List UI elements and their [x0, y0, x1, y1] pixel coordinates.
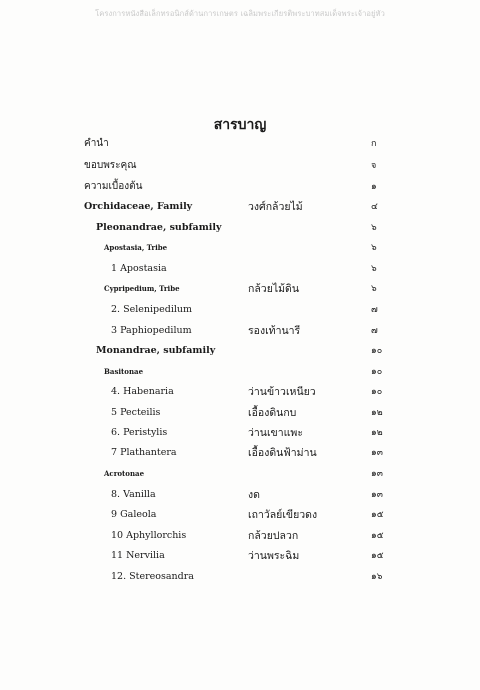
- toc-entry-page: ๗: [371, 326, 378, 336]
- toc-entry-thai: ว่านพระฉิม: [248, 550, 300, 562]
- toc-entry-thai: รองเท้านารี: [248, 325, 301, 337]
- toc-entry-page: ๑๒: [371, 428, 383, 438]
- toc-entry-label: คำนำ: [84, 138, 109, 149]
- toc-entry-label: Acrotonae: [104, 469, 145, 478]
- toc-entry-label: 1 Apostasia: [111, 263, 167, 274]
- toc-entry-page: ๔: [371, 202, 378, 212]
- toc-entry-label: 8. Vanilla: [111, 489, 156, 500]
- toc-entry-page: ๖: [371, 243, 377, 253]
- watermark-text: โครงการหนังสือเล็กทรอนิกส์ด้านการเกษตร เฉลิมพระเกียรติพระบาทสมเด็จพระเจ้าอยู่หัว: [95, 9, 385, 18]
- toc-entry-page: ๖: [371, 264, 377, 274]
- toc-entry-page: ๑๐: [371, 367, 383, 377]
- toc-entry-thai: วงศ์กล้วยไม้: [248, 201, 303, 213]
- toc-entry-page: ๑๓: [371, 469, 383, 479]
- toc-entry-page: ๑๕: [371, 551, 384, 561]
- toc-entry-label: Basitonae: [104, 367, 144, 376]
- toc-entry-page: ๑๖: [371, 572, 383, 582]
- toc-entry-page: ๑๓: [371, 448, 383, 458]
- toc-entry-thai: เอื้องดินฟ้าม่าน: [248, 447, 317, 459]
- toc-entry-page: ๗: [371, 305, 378, 315]
- toc-entry-thai: เอื้องดินกบ: [248, 407, 297, 419]
- toc-entry-page: ๑๐: [371, 346, 383, 356]
- toc-entry-label: 10 Aphyllorchis: [111, 530, 187, 541]
- toc-entry-page: ๑: [371, 182, 377, 192]
- toc-entry-thai: ว่านเขาแพะ: [248, 427, 303, 439]
- toc-entry-thai: กล้วยปลวก: [248, 530, 299, 542]
- toc-entry-thai: ว่านข้าวเหนียว: [248, 386, 316, 398]
- toc-entry-label: Pleonandrae, subfamily: [96, 222, 222, 233]
- toc-entry-page: จ: [371, 161, 377, 171]
- toc-entry-label: 4. Habenaria: [111, 386, 174, 397]
- toc-entry-page: ก: [371, 139, 377, 149]
- toc-entry-label: Monandrae, subfamily: [96, 345, 216, 356]
- toc-entry-label: 9 Galeola: [111, 509, 157, 520]
- toc-entry-page: ๑๕: [371, 531, 384, 541]
- page-title: สารบาญ: [213, 117, 267, 133]
- toc-entry-thai: งด: [248, 489, 260, 501]
- toc-entry-label: 7 Plathantera: [111, 447, 177, 458]
- toc-entry-label: Cypripedium, Tribe: [104, 284, 180, 293]
- toc-entry-label: 5 Pecteilis: [111, 407, 161, 418]
- toc-entry-page: ๑๕: [371, 510, 384, 520]
- toc-entry-label: 3 Paphiopedilum: [111, 325, 192, 336]
- toc-entry-page: ๑๓: [371, 490, 383, 500]
- toc-entry-label: 2. Selenipedilum: [111, 304, 193, 315]
- toc-entry-label: 11 Nervilia: [111, 550, 165, 561]
- toc-entry-label: Orchidaceae, Family: [84, 201, 193, 212]
- toc-entry-page: ๑๐: [371, 387, 383, 397]
- toc-entry-label: 12. Stereosandra: [111, 571, 194, 582]
- toc-entry-label: ขอบพระคุณ: [84, 160, 137, 171]
- toc-entry-label: 6. Peristylis: [111, 427, 168, 438]
- toc-entry-label: Apostasia, Tribe: [104, 243, 168, 252]
- toc-entry-page: ๖: [371, 284, 377, 294]
- toc-entry-thai: กล้วยไม้ดิน: [248, 283, 300, 295]
- toc-entry-page: ๖: [371, 223, 377, 233]
- toc-entry-label: ความเบื้องต้น: [84, 181, 143, 192]
- toc-entry-page: ๑๒: [371, 408, 383, 418]
- toc-entry-thai: เถาวัลย์เขียวดง: [248, 509, 318, 521]
